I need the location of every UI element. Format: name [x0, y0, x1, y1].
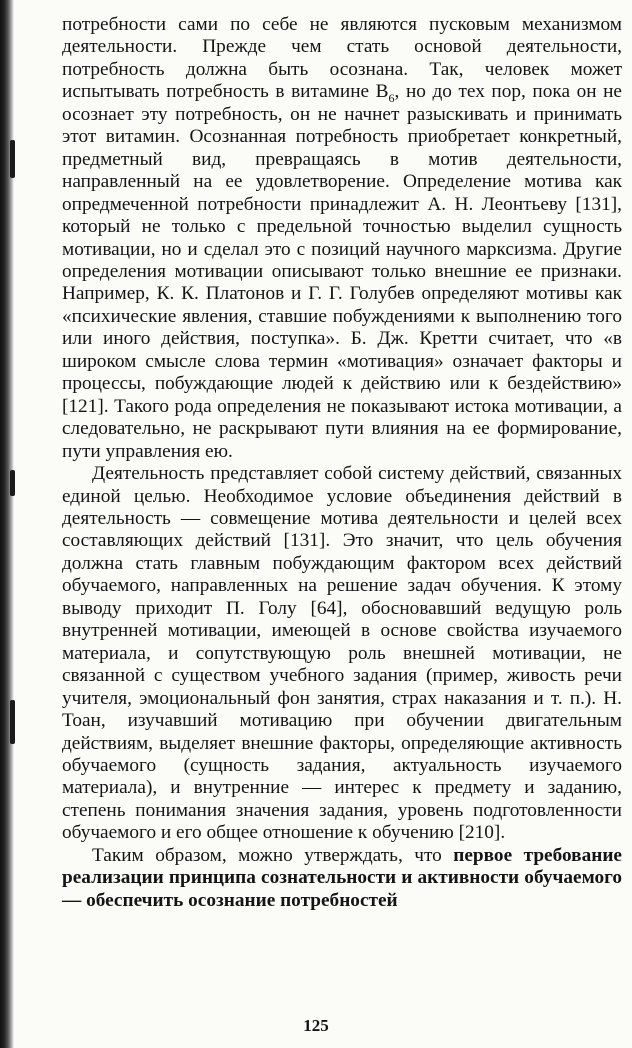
paragraph-1-text-a: потребности сами по себе не являются пусковым механизмом деятельности. Прежде чем стать основой деятельности, потребность должна быть осознана. Так, человек может испытывать потребность в витамине В	[62, 14, 622, 103]
binding-mark	[10, 470, 15, 496]
paragraph-3	[62, 845, 622, 912]
page-number: 125	[303, 1016, 329, 1035]
paragraph-2: Деятельность представляет собой систему действий, связанных единой целью. Необходимое условие объединения действий в деятельность — совмещение мотива деятельности и целей всех составляющих действий [131]. Это значит, что цель обучения должна стать главным побуждающим фактором всех действий обучаемого, направленных на решение задач обучения. К этому выводу приходит П. Голу [64], обосновавший ведущую роль внутренней мотивации, имеющей в основе свойства изучаемого материала, и сопутствующую роль внешней мотивации, не связанной с существом учебного задания (пример, живость речи учителя, эмоциональный фон занятия, страх наказания и т. п.). Н. Тоан, изучавший мотивацию при обучении двигательным действиям, выделяет внешние факторы, определяющие активность обучаемого (сущность задания, актуальность изучаемого материала), и внутренние — интерес к предмету и заданию, степень понимания значения задания, уровень подготовленности обучаемого и его общее отношение к обучению [210].	[62, 463, 622, 844]
paragraph-3-plain: Таким образом, можно утверждать, что	[92, 844, 454, 866]
vitamin-subscript: 6	[388, 91, 395, 106]
paragraph-3-bold: первое требование реализации принципа сознательности и активности обучаемого — обеспечить осознание потребностей	[62, 844, 622, 911]
paragraph-1	[62, 14, 622, 463]
binding-mark	[10, 140, 15, 178]
binding-mark	[10, 700, 15, 744]
body-text	[62, 14, 622, 912]
paragraph-1-text-b: , но до тех пор, пока он не осознает эту потребность, он не начнет разыскивать и принимать этот витамин. Осознанная потребность приобретает конкретный, предметный вид, превращаясь в мотив деятельности, направленный на ее удовлетворение. Определение мотива как опредмеченной потребности принадлежит А. Н. Леонтьеву [131], который не только с предельной точностью выделил сущность мотивации, но и сделал это с позиций научного марксизма. Другие определения мотивации описывают только внешние ее признаки. Например, К. К. Платонов и Г. Г. Голубев определяют мотивы как «психические явления, ставшие побуждениями к выполнению того или иного действия, поступка». Б. Дж. Кретти считает, что «в широком смысле слова термин «мотивация» означает факторы и процессы, побуждающие людей к действию или к бездействию» [121]. Такого рода определения не показывают истока мотивации, а следовательно, не раскрывают пути влияния на ее формирование, пути управления ею.	[62, 81, 622, 462]
